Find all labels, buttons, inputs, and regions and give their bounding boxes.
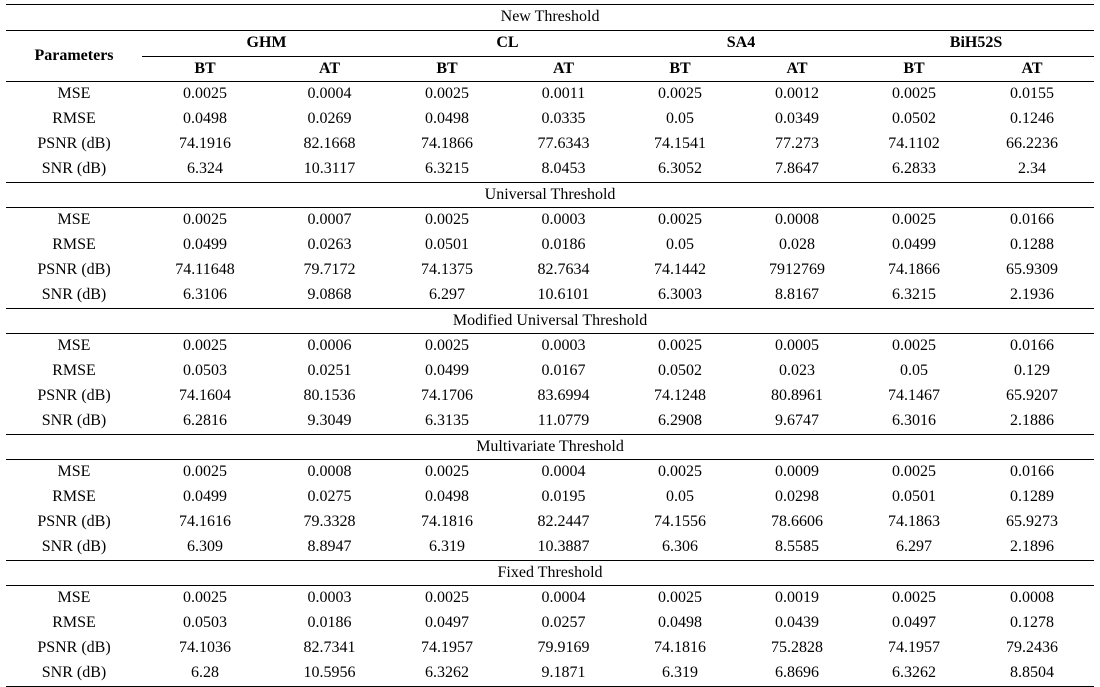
table-cell: 6.2908 [658, 411, 702, 429]
table-cell: 0.1288 [1010, 236, 1055, 254]
table-cell: 82.2447 [537, 512, 590, 530]
table-cell: 74.1816 [654, 638, 706, 656]
table-cell: 0.0003 [307, 589, 352, 607]
table-cell: 0.0025 [658, 211, 702, 229]
table-cell: 11.0779 [537, 411, 590, 429]
table-cell: 2.1936 [1010, 285, 1055, 303]
table-cell: 0.0186 [541, 236, 586, 254]
section-title: Multivariate Threshold [6, 434, 1094, 460]
table-cell: 74.1957 [421, 638, 473, 656]
table-cell: 6.306 [662, 537, 698, 555]
table-cell: 74.1375 [421, 260, 473, 278]
table-row [6, 157, 1094, 182]
table-cell: 65.9273 [1006, 512, 1059, 530]
table-cell: 0.05 [666, 488, 694, 506]
table-cell: 83.6994 [537, 386, 590, 404]
table-cell: 0.0501 [892, 488, 936, 506]
table-row [6, 611, 1094, 636]
table-row [6, 661, 1094, 686]
table-cell: 8.8504 [970, 661, 1094, 686]
table-cell: 0.0025 [658, 463, 702, 481]
table-cell: 0.0007 [307, 211, 352, 229]
table-row [6, 283, 1094, 308]
table-cell: 6.319 [624, 661, 736, 686]
row-label: PSNR (dB) [37, 134, 111, 152]
table-cell: 74.1866 [421, 134, 473, 152]
table-cell: 0.0499 [892, 236, 936, 254]
table-row [6, 82, 1094, 107]
table-cell: 0.0025 [183, 463, 227, 481]
table-cell: 0.0499 [183, 488, 227, 506]
table-row [6, 535, 1094, 560]
table-cell: 0.0025 [658, 85, 702, 103]
section-title-row [6, 308, 1094, 334]
header-row-groups [6, 30, 1094, 56]
group-header: GHM [142, 30, 391, 56]
table-row [6, 636, 1094, 661]
table-cell: 9.3049 [307, 411, 352, 429]
row-label: RMSE [52, 362, 96, 380]
table-row [6, 233, 1094, 258]
table-cell: 0.0025 [425, 85, 469, 103]
table-cell: 6.3003 [658, 285, 702, 303]
table-cell: 0.0501 [425, 236, 469, 254]
table-cell: 2.1886 [1010, 411, 1055, 429]
table-cell: 74.1706 [421, 386, 473, 404]
table-row [6, 460, 1094, 485]
table-cell: 0.0025 [892, 589, 936, 607]
table-cell: 74.1863 [888, 512, 940, 530]
table-cell: 0.0025 [425, 211, 469, 229]
header-row-sub [6, 56, 1094, 82]
sub-header: BT [858, 56, 970, 82]
row-label: MSE [57, 589, 91, 607]
table-cell: 2.1896 [1010, 537, 1055, 555]
table-cell: 7.8647 [775, 159, 819, 177]
table-row [6, 586, 1094, 611]
table-cell: 0.0275 [307, 488, 352, 506]
row-label: PSNR (dB) [37, 638, 111, 656]
table-cell: 6.3106 [183, 285, 227, 303]
table-cell: 0.0195 [541, 488, 586, 506]
table-cell: 0.0502 [658, 362, 702, 380]
group-header: CL [391, 30, 624, 56]
table-cell: 0.0025 [658, 589, 702, 607]
table-cell: 0.05 [666, 236, 694, 254]
table-cell: 74.1541 [654, 134, 706, 152]
row-label: SNR (dB) [6, 661, 142, 686]
table-cell: 0.0025 [892, 85, 936, 103]
table-cell: 0.0155 [1010, 85, 1055, 103]
table-cell: 66.2236 [1006, 134, 1059, 152]
table-cell: 0.0335 [541, 110, 586, 128]
table-cell: 0.0498 [183, 110, 227, 128]
table-cell: 82.1668 [303, 134, 356, 152]
table-cell: 75.2828 [771, 638, 823, 656]
row-label: RMSE [52, 488, 96, 506]
table-cell: 0.0008 [775, 211, 819, 229]
table-cell: 0.0004 [541, 463, 586, 481]
section-title: Universal Threshold [6, 182, 1094, 208]
table-cell: 82.7634 [537, 260, 590, 278]
table-cell: 0.05 [666, 110, 694, 128]
table-cell: 0.0186 [307, 614, 352, 632]
table-cell: 10.3117 [303, 159, 356, 177]
table-cell: 0.0499 [425, 362, 469, 380]
table-cell: 0.0025 [658, 337, 702, 355]
table-cell: 80.1536 [303, 386, 356, 404]
section-title: Modified Universal Threshold [6, 308, 1094, 334]
table-cell: 0.0498 [425, 110, 469, 128]
table-cell: 74.11648 [175, 260, 235, 278]
table-cell: 0.129 [1014, 362, 1051, 380]
table-cell: 0.0439 [775, 614, 819, 632]
table-cell: 0.0025 [183, 337, 227, 355]
table-cell: 0.0003 [541, 337, 586, 355]
table-cell: 6.324 [187, 159, 223, 177]
table-cell: 7912769 [769, 260, 825, 278]
table-cell: 77.273 [775, 134, 819, 152]
table-cell: 0.1246 [1010, 110, 1055, 128]
section-title-row [6, 182, 1094, 208]
table-cell: 82.7341 [303, 638, 356, 656]
table-cell: 79.3328 [303, 512, 356, 530]
table-row [6, 208, 1094, 233]
table-cell: 0.0269 [307, 110, 352, 128]
table-cell: 6.3016 [892, 411, 936, 429]
table-cell: 10.6101 [537, 285, 590, 303]
table-cell: 0.0166 [1010, 463, 1055, 481]
table-cell: 74.1442 [654, 260, 706, 278]
table-cell: 0.0166 [1010, 211, 1055, 229]
table-cell: 6.297 [896, 537, 932, 555]
row-label: MSE [57, 463, 91, 481]
table-cell: 0.0025 [425, 589, 469, 607]
table-cell: 0.0006 [307, 337, 352, 355]
table-cell: 6.28 [142, 661, 268, 686]
table-cell: 0.023 [779, 362, 815, 380]
parameters-header: Parameters [6, 30, 142, 82]
table-cell: 79.2436 [1006, 638, 1059, 656]
table-cell: 0.0005 [775, 337, 819, 355]
row-label: SNR (dB) [41, 159, 107, 177]
table-cell: 6.2816 [183, 411, 227, 429]
sub-header: BT [142, 56, 268, 82]
table-cell: 74.1604 [179, 386, 231, 404]
table-cell: 2.34 [1018, 159, 1047, 177]
table-row [6, 334, 1094, 359]
table-cell: 6.3135 [425, 411, 469, 429]
table-row [6, 258, 1094, 283]
table-cell: 0.0008 [307, 463, 352, 481]
table-cell: 10.5956 [268, 661, 391, 686]
table-row [6, 510, 1094, 535]
table-cell: 6.8696 [736, 661, 858, 686]
table-cell: 8.8167 [775, 285, 819, 303]
table-cell: 6.3262 [858, 661, 970, 686]
table-cell: 0.0025 [183, 589, 227, 607]
table-row [6, 384, 1094, 409]
section-title: New Threshold [6, 5, 1094, 31]
table-cell: 9.6747 [775, 411, 819, 429]
table-row [6, 485, 1094, 510]
table-cell: 0.0025 [892, 337, 936, 355]
table-cell: 79.7172 [303, 260, 356, 278]
table-cell: 78.6606 [771, 512, 823, 530]
row-label: RMSE [52, 614, 96, 632]
table-cell: 6.3052 [658, 159, 702, 177]
table-cell: 65.9207 [1006, 386, 1059, 404]
table-cell: 74.1616 [179, 512, 231, 530]
table-cell: 0.0263 [307, 236, 352, 254]
table-cell: 0.0004 [307, 85, 352, 103]
sub-header: AT [736, 56, 858, 82]
table-cell: 0.0251 [307, 362, 352, 380]
table-cell: 79.9169 [537, 638, 590, 656]
table-cell: 9.0868 [307, 285, 352, 303]
table-cell: 0.0004 [541, 589, 586, 607]
table-cell: 9.1871 [503, 661, 624, 686]
table-cell: 0.0499 [183, 236, 227, 254]
table-cell: 6.3215 [892, 285, 936, 303]
table-cell: 0.0502 [892, 110, 936, 128]
table-cell: 0.0498 [658, 614, 702, 632]
table-cell: 6.3262 [391, 661, 503, 686]
table-cell: 74.1916 [179, 134, 231, 152]
table-cell: 0.0298 [775, 488, 819, 506]
table-cell: 8.8947 [307, 537, 352, 555]
section-title: Fixed Threshold [6, 560, 1094, 586]
table-cell: 0.05 [900, 362, 928, 380]
row-label: SNR (dB) [41, 411, 107, 429]
table-cell: 0.0025 [892, 463, 936, 481]
table-cell: 0.0167 [541, 362, 586, 380]
table-cell: 74.1036 [179, 638, 231, 656]
section-title-row [6, 560, 1094, 586]
table-cell: 6.3215 [425, 159, 469, 177]
table-cell: 74.1957 [888, 638, 940, 656]
group-header: BiH52S [858, 30, 1094, 56]
table-cell: 8.5585 [775, 537, 819, 555]
table-row [6, 132, 1094, 157]
table-cell: 0.0025 [425, 463, 469, 481]
group-header: SA4 [624, 30, 858, 56]
table-cell: 6.2833 [892, 159, 936, 177]
row-label: MSE [57, 85, 91, 103]
table-cell: 0.0009 [775, 463, 819, 481]
table-cell: 0.0257 [541, 614, 586, 632]
section-title-row [6, 434, 1094, 460]
row-label: SNR (dB) [41, 285, 107, 303]
table-cell: 6.297 [429, 285, 465, 303]
sub-header: AT [268, 56, 391, 82]
table-cell: 65.9309 [1006, 260, 1059, 278]
table-cell: 6.319 [429, 537, 465, 555]
table-cell: 6.309 [187, 537, 223, 555]
row-label: RMSE [52, 236, 96, 254]
row-label: RMSE [52, 110, 96, 128]
table-cell: 0.0497 [892, 614, 936, 632]
table-cell: 0.0019 [775, 589, 819, 607]
sub-header: BT [391, 56, 503, 82]
table-cell: 0.0008 [1010, 589, 1055, 607]
table-cell: 80.8961 [771, 386, 823, 404]
table-cell: 0.0503 [183, 362, 227, 380]
table-cell: 0.0025 [183, 211, 227, 229]
table-cell: 74.1556 [654, 512, 706, 530]
table-row [6, 409, 1094, 434]
table-row [6, 107, 1094, 132]
table-cell: 0.0498 [425, 488, 469, 506]
table-cell: 0.0166 [1010, 337, 1055, 355]
table-row [6, 359, 1094, 384]
table-cell: 74.1102 [888, 134, 940, 152]
table-body [6, 5, 1094, 687]
table-cell: 0.1289 [1010, 488, 1055, 506]
table-cell: 0.028 [779, 236, 815, 254]
section-title-row [6, 5, 1094, 31]
row-label: PSNR (dB) [37, 260, 111, 278]
table-cell: 0.0011 [541, 85, 586, 103]
table-cell: 0.0025 [183, 85, 227, 103]
row-label: SNR (dB) [41, 537, 107, 555]
sub-header: AT [503, 56, 624, 82]
table-cell: 77.6343 [537, 134, 590, 152]
table-cell: 8.0453 [541, 159, 586, 177]
table-cell: 0.0025 [425, 337, 469, 355]
table-cell: 74.1467 [888, 386, 940, 404]
table-cell: 0.0497 [425, 614, 469, 632]
table-cell: 0.0012 [775, 85, 819, 103]
row-label: MSE [57, 211, 91, 229]
sub-header: BT [624, 56, 736, 82]
row-label: MSE [57, 337, 91, 355]
table-cell: 0.0349 [775, 110, 819, 128]
row-label: PSNR (dB) [37, 512, 111, 530]
table-cell: 0.0003 [541, 211, 586, 229]
table-cell: 74.1248 [654, 386, 706, 404]
table-cell: 0.1278 [1010, 614, 1055, 632]
table-cell: 10.3887 [537, 537, 590, 555]
sub-header: AT [970, 56, 1094, 82]
row-label: PSNR (dB) [37, 386, 111, 404]
table-cell: 0.0025 [892, 211, 936, 229]
table-cell: 0.0503 [183, 614, 227, 632]
table-cell: 74.1866 [888, 260, 940, 278]
table-cell: 74.1816 [421, 512, 473, 530]
threshold-comparison-table [6, 4, 1094, 687]
